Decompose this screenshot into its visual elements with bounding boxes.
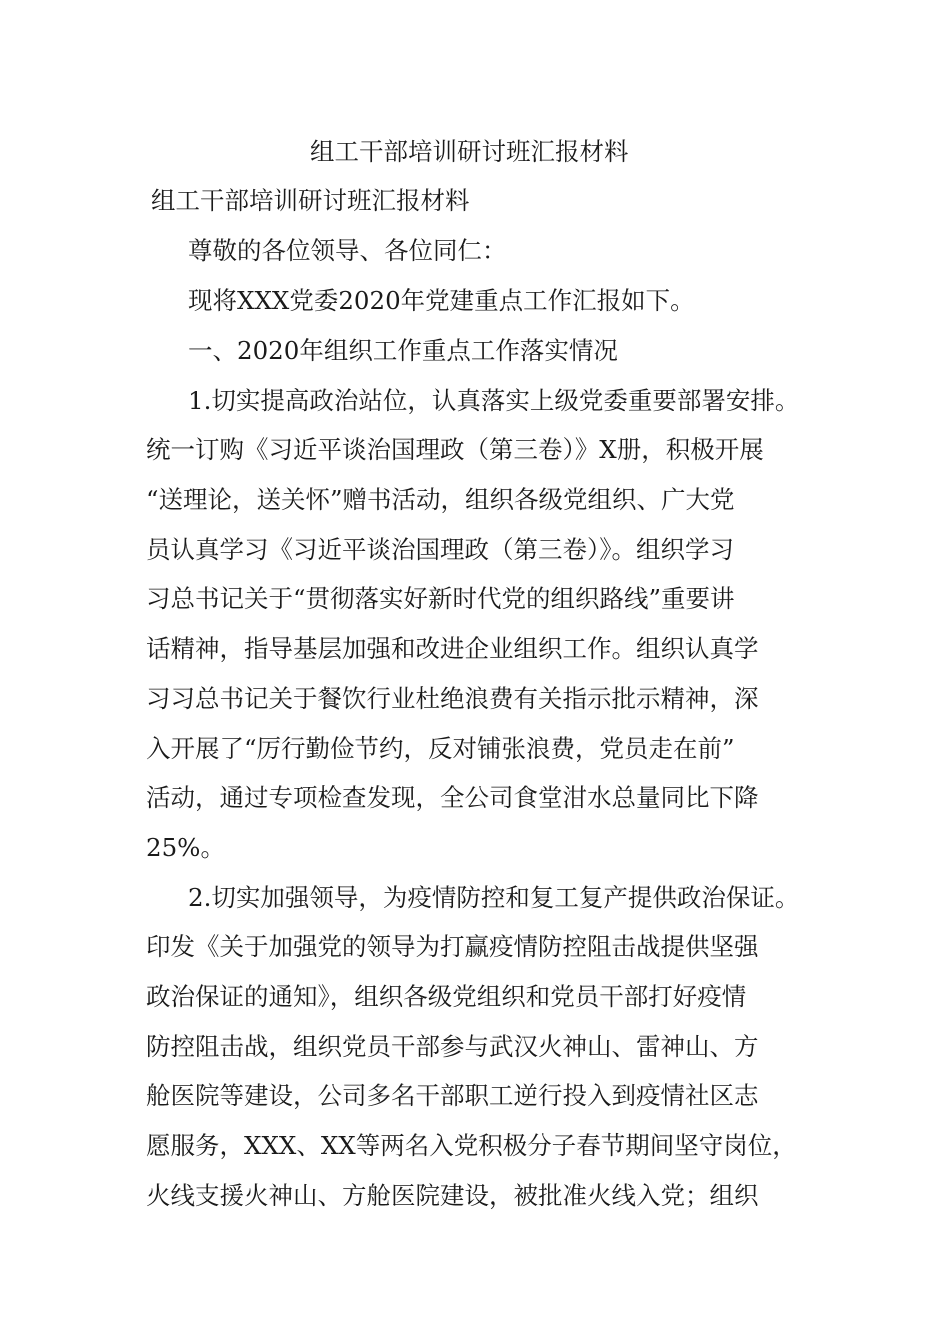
greeting: 尊敬的各位领导、各位同仁： — [188, 236, 507, 265]
paragraph2-line: 防控阻击战，组织党员干部参与武汉火神山、雷神山、方 — [146, 1032, 759, 1061]
paragraph2-line: 愿服务，XXX、XX等两名入党积极分子春节期间坚守岗位， — [146, 1131, 797, 1160]
paragraph1-line: 活动，通过专项检查发现，全公司食堂泔水总量同比下降 — [146, 783, 759, 812]
paragraph2-line: 2.切实加强领导，为疫情防控和复工复产提供政治保证。 — [188, 883, 800, 912]
paragraph1-line: “送理论，送关怀”赠书活动，组织各级党组织、广大党 — [146, 485, 735, 514]
paragraph1-line: 员认真学习《习近平谈治国理政（第三卷）》。组织学习 — [146, 535, 734, 564]
paragraph1-line: 入开展了“厉行勤俭节约，反对铺张浪费，党员走在前” — [146, 734, 735, 763]
paragraph2-line: 火线支援火神山、方舱医院建设，被批准火线入党；组织 — [146, 1181, 759, 1210]
document-subtitle: 组工干部培训研讨班汇报材料 — [151, 186, 470, 215]
paragraph1-line: 习习总书记关于餐饮行业杜绝浪费有关指示批示精神，深 — [146, 684, 759, 713]
paragraph1-line: 25%。 — [146, 833, 225, 862]
document-title: 组工干部培训研讨班汇报材料 — [310, 137, 629, 166]
paragraph1-line: 1.切实提高政治站位，认真落实上级党委重要部署安排。 — [188, 386, 800, 415]
intro-paragraph: 现将XXX党委2020年党建重点工作汇报如下。 — [188, 286, 695, 315]
section-heading: 一、2020年组织工作重点工作落实情况 — [188, 336, 618, 365]
paragraph2-line: 政治保证的通知》，组织各级党组织和党员干部打好疫情 — [146, 982, 747, 1011]
paragraph2-line: 舱医院等建设，公司多名干部职工逆行投入到疫情社区志 — [146, 1081, 759, 1110]
paragraph1-line: 统一订购《习近平谈治国理政（第三卷）》X册，积极开展 — [146, 435, 764, 464]
paragraph1-line: 话精神，指导基层加强和改进企业组织工作。组织认真学 — [146, 634, 759, 663]
paragraph2-line: 印发《关于加强党的领导为打赢疫情防控阻击战提供坚强 — [146, 932, 759, 961]
paragraph1-line: 习总书记关于“贯彻落实好新时代党的组织路线”重要讲 — [146, 584, 735, 613]
